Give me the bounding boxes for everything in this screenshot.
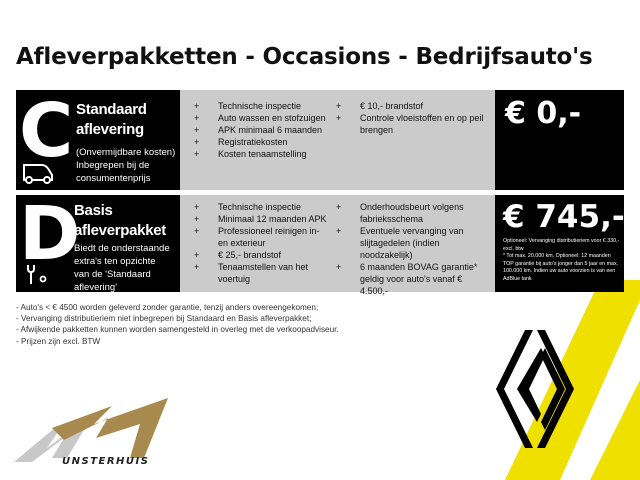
package-name-line1: Basis — [74, 202, 113, 219]
package-name-line1: Standaard — [76, 101, 147, 118]
list-item: + Tenaamstellen van het voertuig — [194, 261, 330, 285]
page-title: Afleverpakketten - Occasions - Bedrijfsauto's — [16, 44, 593, 70]
description-line: (Onvermijdbare kosten) — [76, 147, 176, 158]
footnotes — [16, 302, 339, 347]
description-line: consumentenprijs — [76, 173, 151, 184]
package-description — [74, 242, 170, 294]
van-icon — [22, 162, 54, 184]
munsterhuis-logo — [12, 398, 172, 468]
footnote: - Afwijkende pakketten kunnen worden samengesteld in overleg met de verkoopadviseur. — [16, 325, 339, 335]
package-name — [76, 100, 147, 140]
items-column-1 — [194, 201, 330, 285]
package-name — [74, 201, 166, 241]
wrench-icon — [24, 263, 54, 285]
package-d-label-panel — [16, 191, 180, 293]
description-line: Biedt de onderstaande — [74, 243, 170, 254]
description-line: Inbegrepen bij de — [76, 160, 150, 171]
list-item: + Controle vloeistoffen en op peil brengen — [336, 112, 488, 136]
package-price: € 745,- — [503, 199, 625, 235]
footnote: - Prijzen zijn excl. BTW — [16, 336, 101, 346]
list-item: + Minimaal 12 maanden APK — [194, 213, 330, 225]
renault-logo — [495, 328, 585, 450]
list-item: + Technische inspectie — [194, 100, 330, 112]
price-note: * Tot max. 20.000 km. Optioneel: 12 maanden TOP garantie bij auto's jonger dan 5 jaar en max. 100.000 km. Indien uw auto voorzien is van een AdBlue tank — [503, 253, 619, 282]
package-name-line2: aflevering — [76, 121, 144, 138]
package-c-price-panel — [495, 90, 624, 190]
list-item: + Kosten tenaamstelling — [194, 148, 330, 160]
list-item: + Professioneel reinigen in- en exterieur — [194, 225, 330, 249]
package-d-items-panel — [180, 195, 495, 296]
package-name-line2: afleverpakket — [74, 222, 166, 239]
items-column-2 — [336, 201, 492, 297]
items-column-1 — [194, 100, 330, 160]
list-item: + Technische inspectie — [194, 201, 330, 213]
package-letter: D — [19, 191, 81, 277]
list-item: + € 25,- brandstof — [194, 249, 330, 261]
price-notes — [503, 238, 621, 284]
footnote: - Auto's < € 4500 worden geleverd zonder garantie, tenzij anders overeengekomen; — [16, 303, 319, 312]
list-item: + 6 maanden BOVAG garantie* geldig voor auto's vanaf € 4.500,- — [336, 261, 492, 297]
list-item: + Onderhoudsbeurt volgens fabrieksschema — [336, 201, 492, 225]
description-line: van de 'Standaard — [74, 269, 151, 280]
description-line: extra's ten opzichte — [74, 256, 156, 267]
package-c-items-panel — [180, 90, 495, 190]
list-item: + Auto wassen en stofzuigen — [194, 112, 330, 124]
package-d-price-panel — [495, 195, 624, 292]
dealer-name: UNSTERHUIS — [62, 456, 150, 467]
footnote: - Vervanging distributieriem niet inbegrepen bij Standaard en Basis afleverpakket; — [16, 314, 312, 324]
package-c-label-panel — [16, 90, 180, 190]
list-item: + Registratiekosten — [194, 136, 330, 148]
package-description — [76, 146, 175, 185]
items-column-2 — [336, 100, 488, 136]
list-item: + Eventuele vervanging van slijtagedelen (indien noodzakelijk) — [336, 225, 492, 261]
package-letter: C — [19, 88, 74, 174]
price-note: Optioneel: Vervanging distributieriem voor € 330,- excl. btw — [503, 238, 620, 252]
list-item: + APK minimaal 6 maanden — [194, 124, 330, 136]
list-item: + € 10,- brandstof — [336, 100, 488, 112]
package-price: € 0,- — [505, 96, 582, 131]
description-line: aflevering' — [74, 282, 118, 293]
